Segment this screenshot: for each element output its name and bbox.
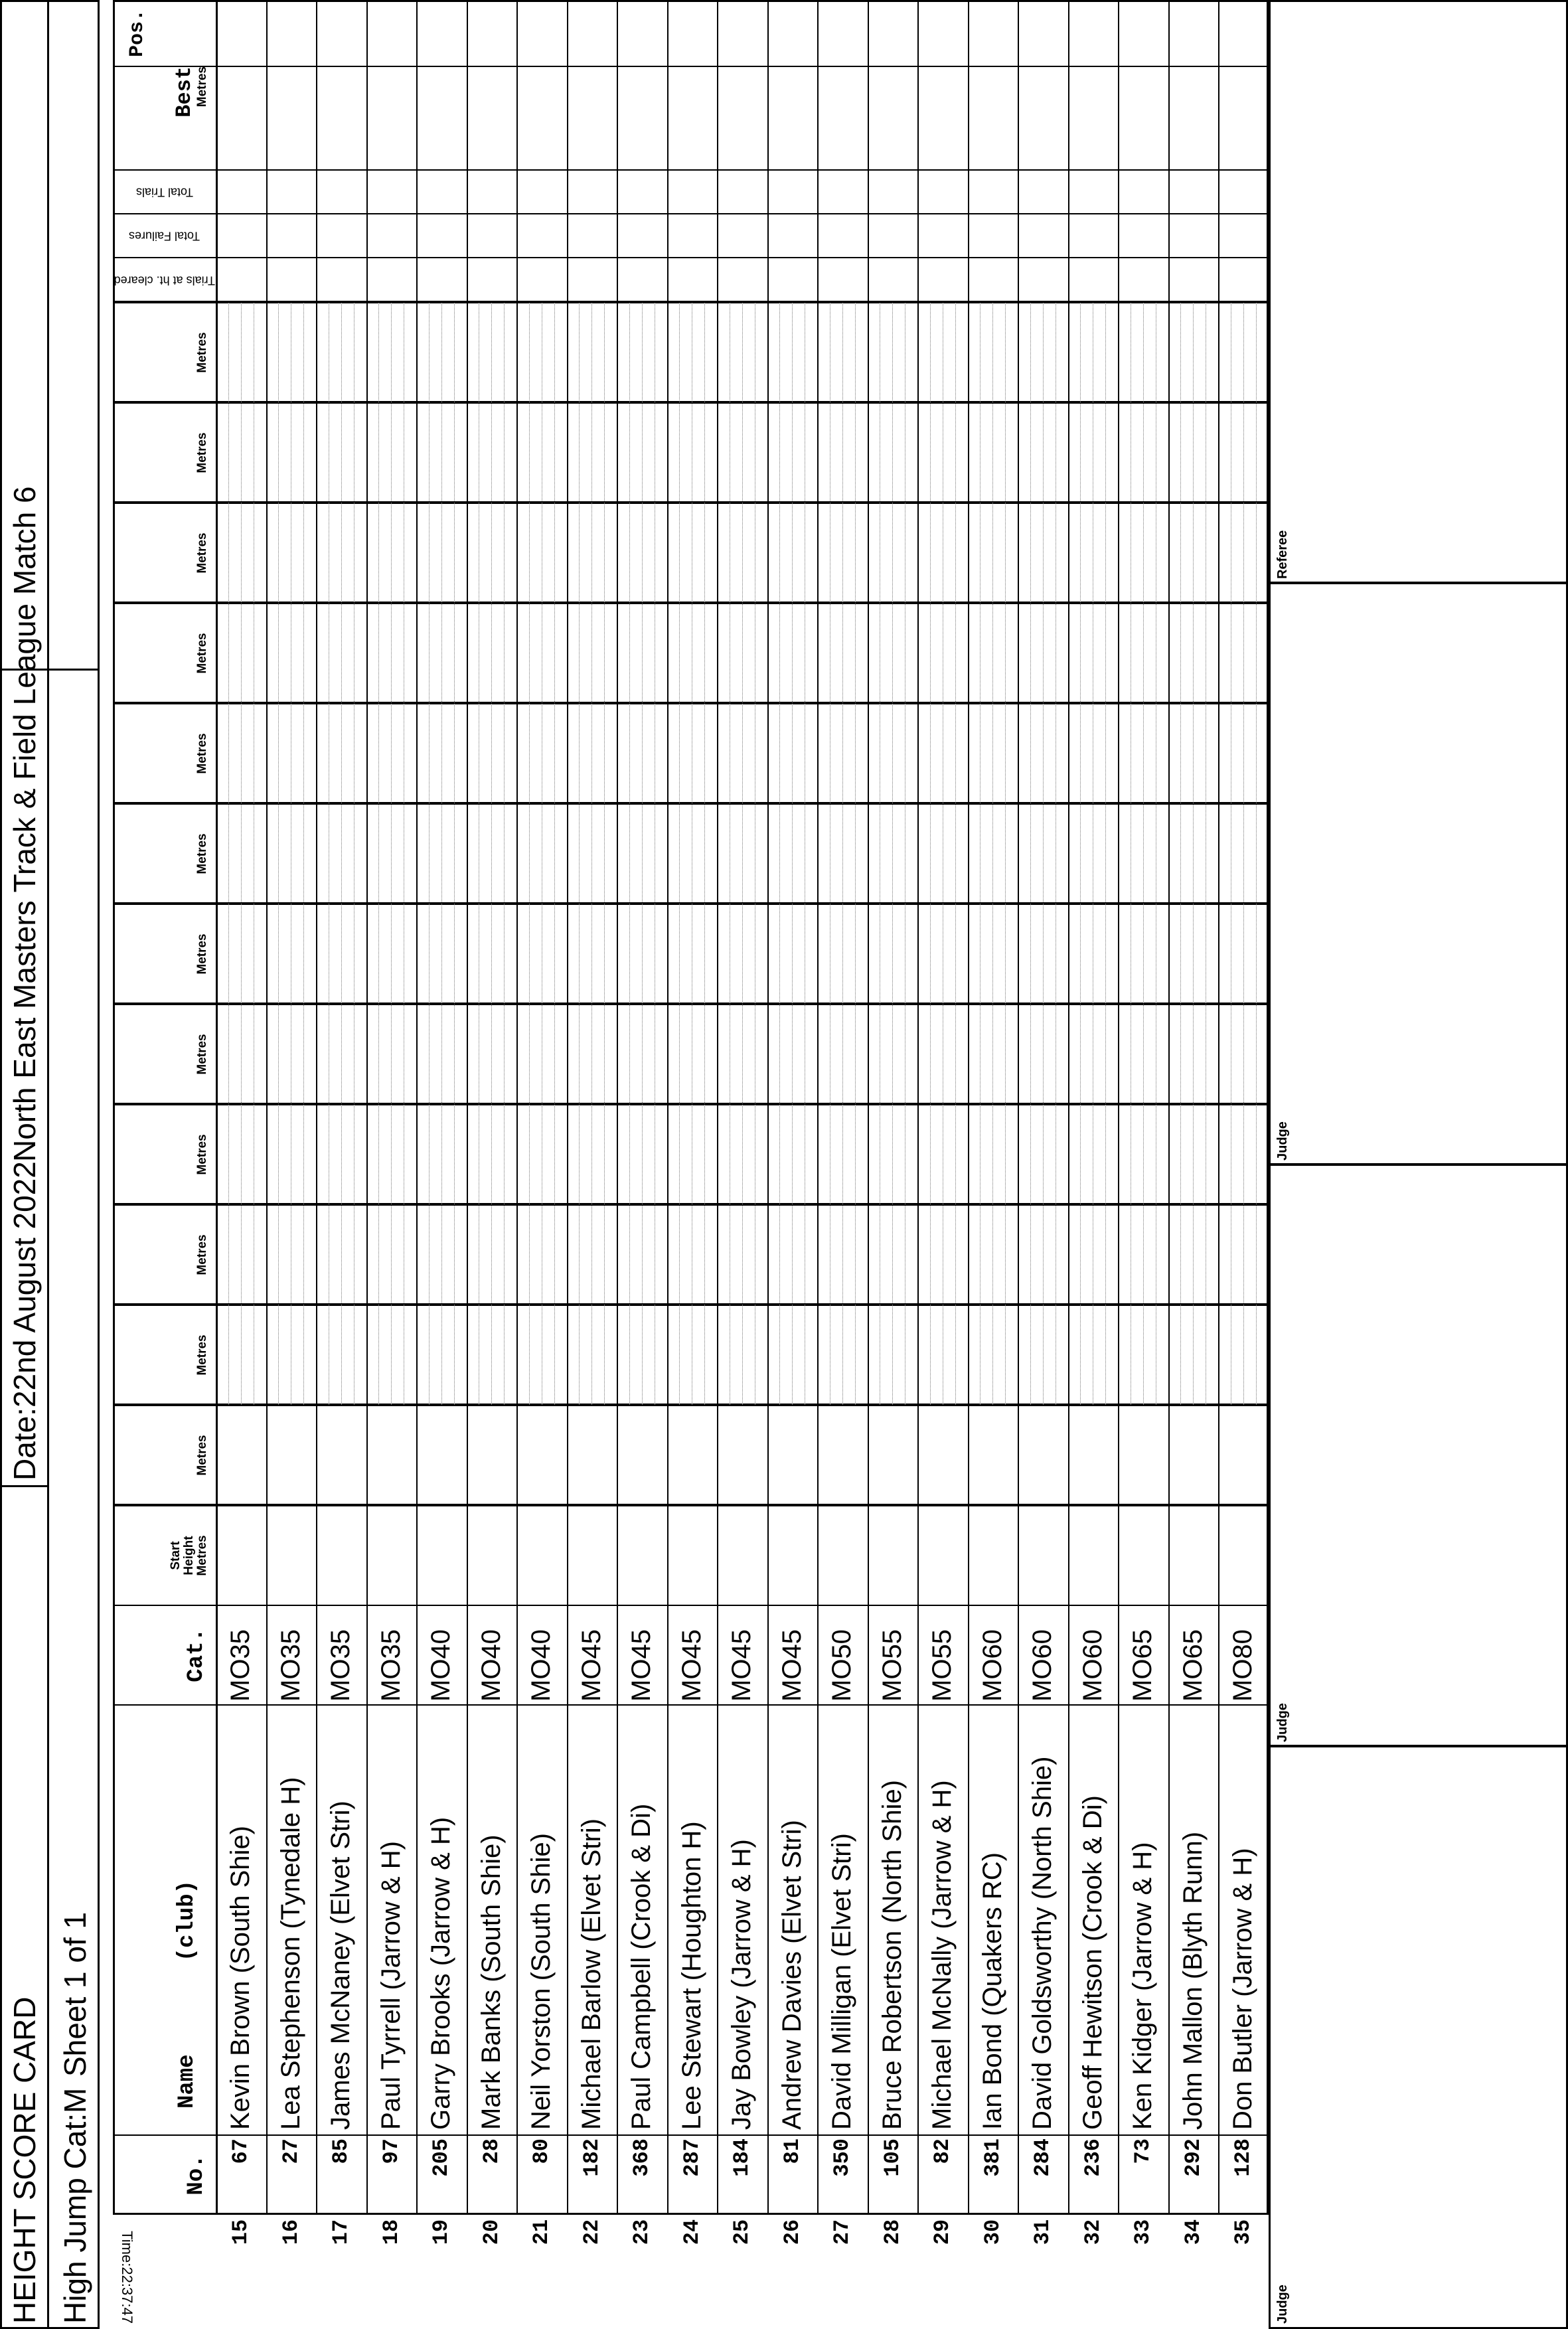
row-number: 22 [579, 2219, 604, 2245]
best-unit-label: Metres [195, 66, 210, 108]
trial-line [441, 303, 442, 1405]
athlete-category: MO35 [326, 1629, 356, 1702]
athlete-category: MO65 [1128, 1629, 1158, 1702]
trial-line [303, 303, 304, 1405]
card-title: HEIGHT SCORE CARD [7, 1996, 42, 2324]
column-header-height-metres: Metres [195, 633, 210, 674]
column-divider [113, 902, 1269, 905]
trial-line [1193, 303, 1194, 1405]
athlete-name: Paul Campbell (Crook & Di) [627, 1803, 657, 2130]
trial-line [779, 303, 780, 1405]
row-number: 34 [1180, 2219, 1206, 2245]
row-number: 24 [679, 2219, 704, 2245]
judge-signature-field[interactable] [1295, 1753, 1562, 2324]
row-number: 35 [1231, 2219, 1256, 2245]
name-label: Name [175, 2054, 200, 2109]
trial-line [604, 303, 605, 1405]
athlete-name: Ian Bond (Quakers RC) [977, 1852, 1007, 2130]
athlete-category: MO35 [275, 1629, 305, 1702]
signature-divider [1269, 1163, 1568, 1166]
row-number: 23 [629, 2219, 655, 2245]
column-header-total-trials: Total Trials [135, 185, 193, 199]
athlete-category: MO55 [927, 1629, 957, 1702]
athlete-number: 27 [278, 2138, 303, 2164]
athlete-category: MO35 [376, 1629, 406, 1702]
judge-signature-field[interactable] [1295, 1171, 1562, 1742]
signature-divider [1269, 1745, 1568, 1747]
athlete-name: Bruce Robertson (North Shie) [877, 1780, 907, 2130]
athlete-name: David Milligan (Elvet Stri) [827, 1833, 857, 2130]
row-number: 31 [1030, 2219, 1056, 2245]
trial-line [1143, 303, 1144, 1405]
athlete-number: 368 [629, 2138, 655, 2177]
column-divider [113, 1704, 1269, 1706]
athlete-category: MO40 [426, 1629, 456, 1702]
column-divider [113, 602, 1269, 604]
athlete-number: 80 [529, 2138, 554, 2164]
trial-line [554, 303, 555, 1405]
athlete-category: MO55 [877, 1629, 907, 1702]
column-header-name [113, 1705, 216, 2135]
column-header-best [113, 66, 216, 170]
trial-line [241, 303, 242, 1405]
athlete-category: MO45 [727, 1629, 757, 1702]
trial-line [1080, 303, 1081, 1405]
athlete-number: 28 [479, 2138, 504, 2164]
trial-line [491, 303, 492, 1405]
column-divider [113, 66, 1269, 67]
trial-line [429, 303, 430, 1405]
athlete-category: MO40 [476, 1629, 506, 1702]
column-header-height-metres: Metres [195, 833, 210, 874]
trial-line [1043, 303, 1044, 1405]
column-divider [113, 213, 1269, 214]
meeting-name: North East Masters Track & Field League Match 6 [7, 486, 42, 1162]
trial-line [792, 303, 793, 1405]
athlete-name: Paul Tyrrell (Jarrow & H) [376, 1841, 406, 2130]
athlete-category: MO40 [526, 1629, 556, 1702]
column-divider [113, 1605, 1269, 1606]
column-header-no: No. [184, 2154, 209, 2196]
trial-line [454, 303, 455, 1405]
column-divider [113, 802, 1269, 805]
row-number: 29 [930, 2219, 955, 2245]
athlete-category: MO50 [827, 1629, 857, 1702]
column-header-pos: Pos. [126, 9, 149, 58]
trial-line [855, 303, 856, 1405]
athlete-name: Michael Barlow (Elvet Stri) [576, 1818, 606, 2130]
column-divider [113, 1003, 1269, 1005]
club-label: (club) [175, 1880, 200, 1962]
column-header-height-metres: Metres [195, 733, 210, 774]
trial-line [1256, 303, 1257, 1405]
trial-line [278, 303, 279, 1405]
athlete-number: 381 [980, 2138, 1005, 2177]
column-header-height-metres: Metres [195, 1334, 210, 1376]
column-divider [113, 1303, 1269, 1306]
athlete-name: Mark Banks (South Shie) [476, 1834, 506, 2130]
athlete-number: 128 [1231, 2138, 1256, 2177]
column-header-height-metres: Metres [195, 1234, 210, 1275]
judge-signature-label: Judge [1275, 1703, 1290, 1742]
sheet-number: Sheet 1 of 1 [58, 1911, 92, 2077]
row-number: 19 [429, 2219, 454, 2245]
athlete-number: 205 [429, 2138, 454, 2177]
row-number: 16 [278, 2219, 303, 2245]
column-header-trials-at: Trials at ht. cleared [114, 274, 215, 287]
athlete-category: MO60 [1028, 1629, 1058, 1702]
athlete-number: 105 [880, 2138, 905, 2177]
judge-signature-field[interactable] [1295, 590, 1562, 1161]
column-header-cat: Cat. [184, 1628, 209, 1682]
athlete-category: MO45 [777, 1629, 807, 1702]
column-divider [113, 169, 1269, 171]
trial-line [892, 303, 893, 1405]
athlete-number: 182 [579, 2138, 604, 2177]
column-divider [113, 2134, 1269, 2136]
athlete-name: Jay Bowley (Jarrow & H) [727, 1839, 757, 2130]
column-header-height-metres: Metres [195, 332, 210, 373]
column-divider [113, 1203, 1269, 1206]
athlete-category: MO35 [226, 1629, 256, 1702]
athlete-number: 85 [329, 2138, 354, 2164]
column-header-start-height: Start Height Metres [169, 1535, 210, 1576]
athlete-number: 292 [1180, 2138, 1206, 2177]
athlete-name: Lee Stewart (Houghton H) [676, 1821, 706, 2130]
row-number: 32 [1080, 2219, 1105, 2245]
trial-line [1180, 303, 1181, 1405]
row-number: 28 [880, 2219, 905, 2245]
column-divider [113, 702, 1269, 704]
athlete-name: Garry Brooks (Jarrow & H) [426, 1816, 456, 2130]
athlete-number: 287 [679, 2138, 704, 2177]
athlete-number: 236 [1080, 2138, 1105, 2177]
trial-line [579, 303, 580, 1405]
athlete-category: MO60 [1077, 1629, 1107, 1702]
referee-signature-label: Referee [1275, 530, 1290, 579]
athlete-name: Kevin Brown (South Shie) [226, 1825, 256, 2130]
column-divider [113, 1504, 1269, 1506]
trial-line [591, 303, 592, 1405]
trial-line [629, 303, 630, 1405]
trial-line [704, 303, 705, 1405]
event-date: Date:22nd August 2022 [7, 1161, 42, 1481]
athlete-category: MO80 [1228, 1629, 1258, 1702]
row-number: 33 [1131, 2219, 1156, 2245]
athlete-number: 82 [930, 2138, 955, 2164]
row-number: 18 [378, 2219, 404, 2245]
trial-line [378, 303, 379, 1405]
trial-line [679, 303, 680, 1405]
trial-line [992, 303, 993, 1405]
judge-signature-label: Judge [1275, 1121, 1290, 1161]
athlete-number: 73 [1131, 2138, 1156, 2164]
row-number: 25 [730, 2219, 755, 2245]
athlete-category: MO60 [977, 1629, 1007, 1702]
trial-line [228, 303, 229, 1405]
trial-line [842, 303, 843, 1405]
trial-line [504, 303, 505, 1405]
athlete-name: Lea Stephenson (Tynedale H) [275, 1777, 305, 2130]
column-header-height-metres: Metres [195, 1134, 210, 1175]
athlete-number: 184 [730, 2138, 755, 2177]
athlete-number: 284 [1030, 2138, 1056, 2177]
referee-signature-field[interactable] [1295, 8, 1562, 579]
trial-line [1105, 303, 1106, 1405]
athlete-number: 97 [378, 2138, 404, 2164]
athlete-name: Michael McNally (Jarrow & H) [927, 1780, 957, 2130]
athlete-number: 81 [779, 2138, 805, 2164]
athlete-name: David Goldsworthy (North Shie) [1028, 1756, 1058, 2130]
trial-line [1030, 303, 1031, 1405]
row-number: 26 [779, 2219, 805, 2245]
column-divider [113, 401, 1269, 404]
column-header-height-metres: Metres [195, 532, 210, 574]
header-divider [49, 669, 100, 671]
row-number: 20 [479, 2219, 504, 2245]
column-header-height-metres: Metres [195, 432, 210, 473]
trial-line [391, 303, 392, 1405]
trial-line [529, 303, 530, 1405]
athlete-category: MO65 [1178, 1629, 1208, 1702]
best-label: Best [172, 66, 197, 118]
trial-line [642, 303, 643, 1405]
signature-divider [1269, 582, 1568, 584]
row-number: 27 [830, 2219, 855, 2245]
header-divider [0, 1485, 49, 1487]
athlete-name: Neil Yorston (South Shie) [526, 1833, 556, 2130]
trial-line [955, 303, 956, 1405]
column-divider [113, 1404, 1269, 1406]
column-divider [113, 257, 1269, 258]
judge-signature-label: Judge [1275, 2285, 1290, 2324]
athlete-name: Ken Kidger (Jarrow & H) [1128, 1842, 1158, 2130]
trial-line [930, 303, 931, 1405]
column-divider [113, 501, 1269, 504]
row-number: 15 [228, 2219, 254, 2245]
trial-line [1005, 303, 1006, 1405]
athlete-name: John Mallon (Blyth Runn) [1178, 1831, 1208, 2130]
athlete-name: Andrew Davies (Elvet Stri) [777, 1820, 807, 2130]
row-number: 21 [529, 2219, 554, 2245]
column-header-height-metres: Metres [195, 1435, 210, 1476]
column-header-height-metres: Metres [195, 1034, 210, 1075]
trial-line [1243, 303, 1244, 1405]
column-divider [113, 301, 1269, 303]
column-header-total-failures: Total Failures [128, 229, 200, 243]
event-name: High Jump Cat:M [58, 2087, 92, 2324]
athlete-name: James McNaney (Elvet Stri) [326, 1801, 356, 2130]
column-divider [113, 1103, 1269, 1105]
athlete-category: MO45 [627, 1629, 657, 1702]
trial-line [742, 303, 743, 1405]
trial-line [341, 303, 342, 1405]
row-number: 17 [329, 2219, 354, 2245]
print-time: Time:22:37:47 [119, 2231, 135, 2324]
athlete-category: MO45 [676, 1629, 706, 1702]
athlete-name: Geoff Hewitson (Crook & Di) [1077, 1795, 1107, 2130]
row-number: 30 [980, 2219, 1005, 2245]
athlete-category: MO45 [576, 1629, 606, 1702]
athlete-name: Don Butler (Jarrow & H) [1228, 1848, 1258, 2130]
athlete-number: 350 [830, 2138, 855, 2177]
athlete-number: 67 [228, 2138, 254, 2164]
column-header-height-metres: Metres [195, 933, 210, 975]
